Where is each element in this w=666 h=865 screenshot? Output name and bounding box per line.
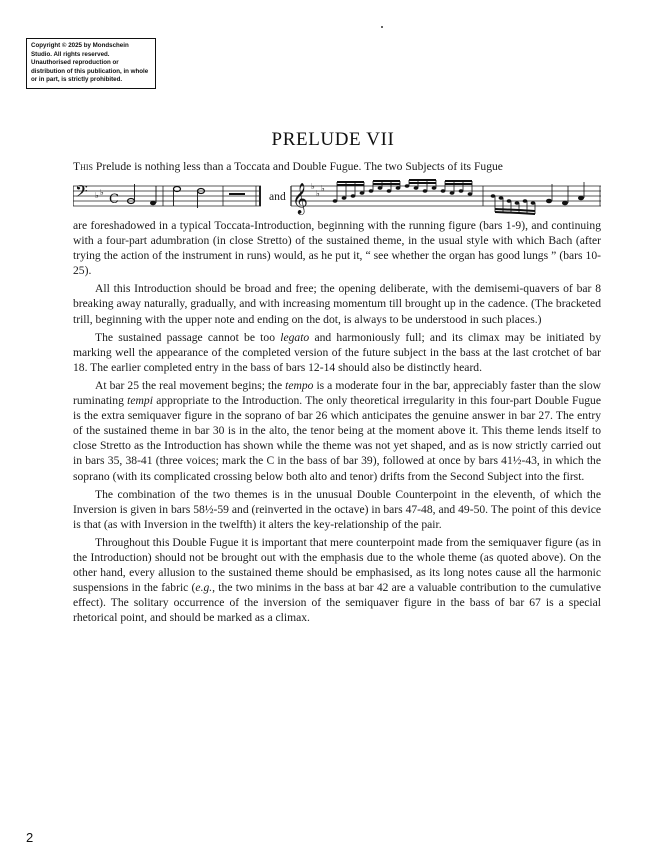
commentary-body bbox=[73, 218, 601, 628]
svg-text:♭: ♭ bbox=[316, 189, 320, 198]
treble-clef-icon bbox=[292, 182, 308, 215]
svg-text:♭: ♭ bbox=[100, 188, 104, 197]
svg-text:♭: ♭ bbox=[95, 191, 99, 200]
paragraph-1 bbox=[73, 218, 601, 278]
paragraph-text: are foreshadowed in a typical Toccata-Introduction, beginning with the running figure (bars 1-9), and continuing with a four-part adumbration (in close Stretto) of the sustained theme, in the usual style with which Bach (after trying the action of the instrument in runs) would, as he put it, “ see whether the organ has good lungs ” (bars 10-25). bbox=[73, 219, 601, 278]
italic-term: e.g. bbox=[195, 581, 213, 595]
paragraph-text: All this Introduction should be broad and free; the opening deliberate, with the demisemi-quavers of bar 8 breaking away naturally, gradually, and with increasing momentum till brought up in the cadence. (The bracketed trill, beginning with the upper note and ending on the dot, is always to be understood in such places.) bbox=[73, 282, 601, 326]
note-stems bbox=[337, 180, 584, 214]
paragraph-text: Throughout this Double Fugue it is important that mere counterpoint made from the semiquaver figure (as in the Introduction) should not be brought out with the emphasis due to the whole theme (as quoted above). On the other hand, every allusion to the sustained theme should be emphasised, as its long notes cause all the harmonic suspensions in the fabric ( bbox=[73, 535, 601, 595]
intro-first-word: This bbox=[73, 160, 93, 173]
page-number: 2 bbox=[26, 830, 34, 845]
copyright-notice: Copyright © 2025 by Mondschein Studio. All rights reserved. Unauthorised reproduction or distribution of this publication, in whole or in part, is strictly prohibited. bbox=[26, 38, 156, 89]
svg-text:𝄞: 𝄞 bbox=[292, 183, 308, 214]
intro-line bbox=[73, 160, 601, 174]
paragraph-5 bbox=[73, 487, 601, 532]
paragraph-text: , the two minims in the bass at bar 42 are a valuable contribution to the cumulative effect). The solitary occurrence of the inversion of the semiquaver figure in the bass of bar 67 is a special rhetorical point, and should be marked as a climax. bbox=[73, 581, 601, 625]
italic-term: legato bbox=[280, 330, 310, 344]
paragraph-text: appropriate to the Introduction. The only theoretical irregularity in this four-part Double Fugue is the extra semiquaver figure in the soprano of bar 26 which anticipates the genuine answer in bar 27. The entry of the sustained theme in bar 30 is in the alto, the tenor being at the moment above it. This theme lends itself to close Stretto as the Introduction has shown while the theme was not yet shaped, and as is now strictly carried out in bars 35, 38-41 (three voices; mark the C in the bass of bar 39), followed at once by bars 41½-43, in which the soprano (with its complicated crossing below both alto and tenor) drifts from the Second Subject into the first. bbox=[73, 394, 601, 483]
paragraph-2 bbox=[73, 281, 601, 326]
italic-term: tempo bbox=[285, 378, 314, 392]
paragraph-4 bbox=[73, 378, 601, 484]
italic-term: tempi bbox=[127, 394, 153, 408]
paragraph-text: At bar 25 the real movement begins; the bbox=[95, 378, 286, 392]
music-notation-svg bbox=[73, 178, 601, 216]
paragraph-3 bbox=[73, 330, 601, 375]
intro-text: Prelude is nothing less than a Toccata and Double Fugue. The two Subjects of its Fugue bbox=[92, 160, 503, 173]
and-label: and bbox=[269, 190, 286, 203]
svg-text:𝄢: 𝄢 bbox=[75, 181, 88, 205]
page-title: PRELUDE VII bbox=[271, 129, 395, 150]
bass-clef-icon bbox=[75, 181, 88, 205]
svg-text:C: C bbox=[109, 192, 119, 207]
svg-text:♭: ♭ bbox=[311, 182, 315, 191]
paragraph-text: The sustained passage cannot be too bbox=[95, 330, 281, 344]
paragraph-text: The combination of the two themes is in the unusual Double Counterpoint in the eleventh, of which the Inversion is given in bars 58½-59 and (reinverted in the octave) in bars 47-48, and 49-50. The point of this device is that (as with Inversion in the twelfth) it alters the key-relationship of the pair. bbox=[73, 487, 601, 531]
paragraph-text: and harmoniously full; and its climax may be initiated by marking well the appearance of the completed version of the future subject in the bass at the last crotchet of bar 18. The earlier completed entry in the bass of bars 12-14 should also be distinctly heard. bbox=[73, 330, 601, 374]
music-example bbox=[73, 178, 601, 216]
staff-2 bbox=[291, 186, 601, 206]
svg-text:♭: ♭ bbox=[321, 184, 325, 193]
paragraph-text: is a moderate four in the bar, appreciably faster than the slow ruminating bbox=[73, 378, 602, 408]
print-speck bbox=[381, 26, 383, 28]
paragraph-6 bbox=[73, 535, 601, 626]
